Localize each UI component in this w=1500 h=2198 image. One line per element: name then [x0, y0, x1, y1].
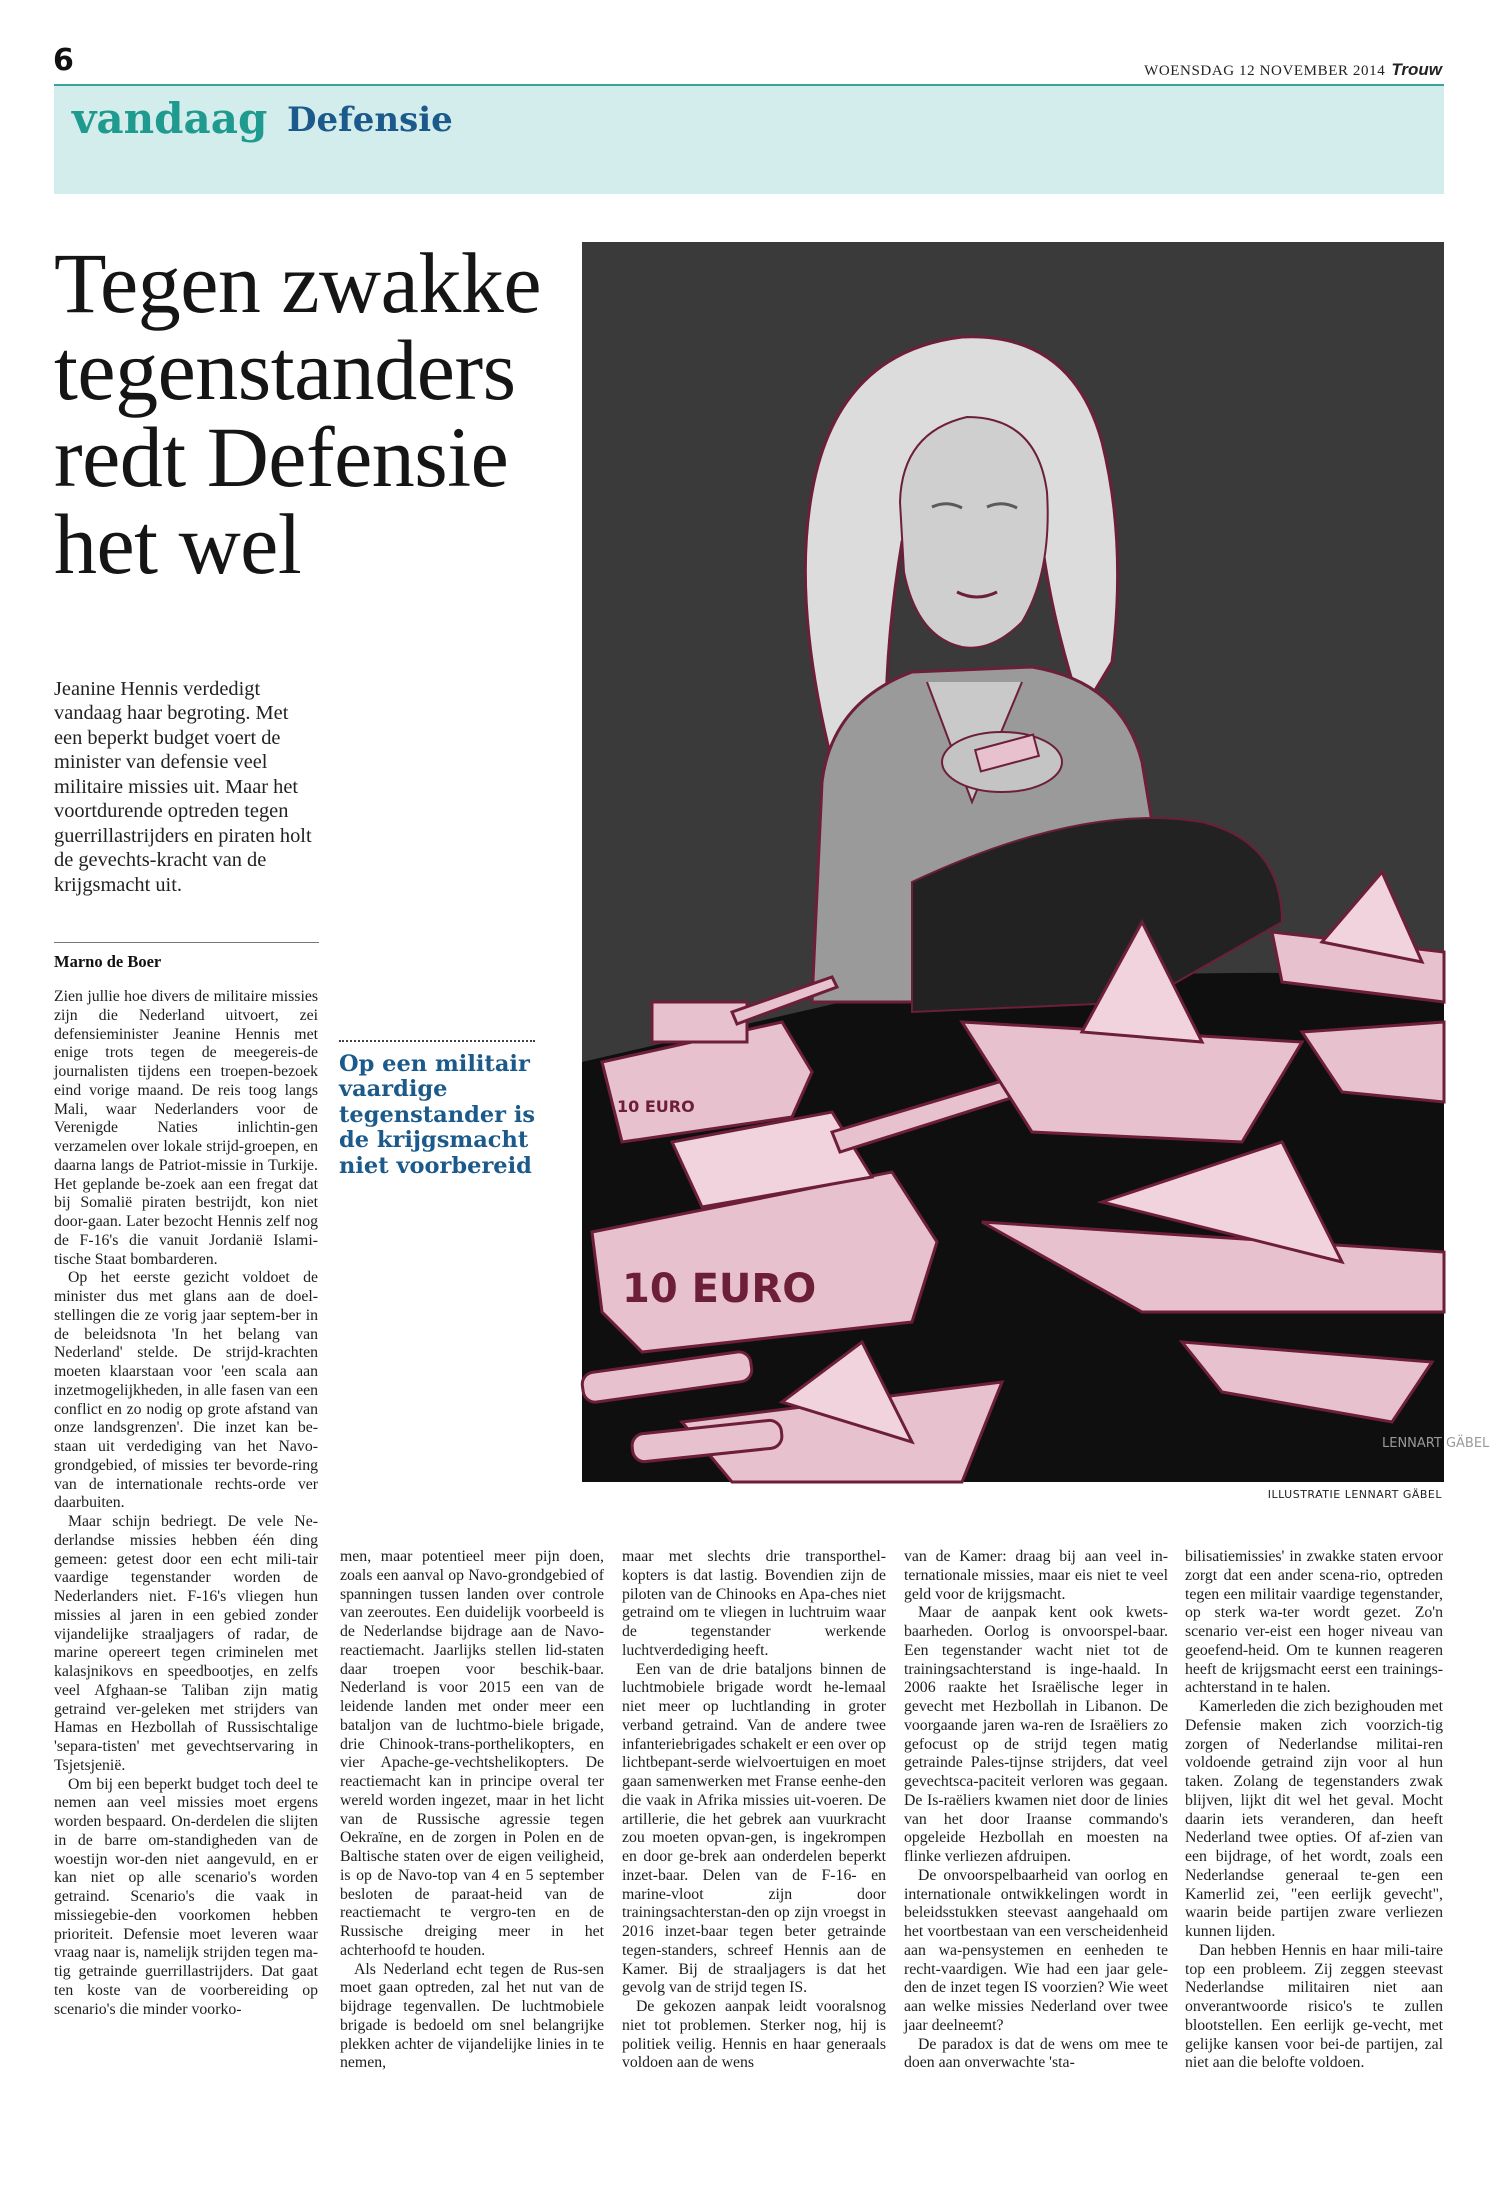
pullquote: Op een militair vaardige tegenstander is de krijgsmacht niet voorbereid [339, 1051, 536, 1179]
paragraph: Kamerleden die zich bezighouden met Defensie maken zich voorzich-tig zorgen of Nederlandse militai-ren voldoende getraind zijn voor al hun taken. Zolang de tegenstanders zwak blijven, lijkt dit wel het geval. Mocht daarin iets veranderen, dan heeft Nederland twee opties. Of af-zien van een bijdrage, of het wordt, zoals een Nederlandse generaal te-gen een Kamerlid zei, "een eerlijk gevecht", waarin beide partijen zware verliezen kunnen lijden. [1185, 1698, 1443, 1940]
paragraph: Maar de aanpak kent ook kwets-baarheden. Oorlog is onvoorspel-baar. Een tegenstander wacht niet tot de trainingsachterstand is inge-haald. In 2006 raakte het Israëlische leger in gevecht met Hezbollah in Libanon. De voorgaande jaren wa-ren de Israëliers zo gefocust op de strijd tegen matig getrainde Pales-tijnse strijders, dat veel gevechtsca-paciteit verloren was gegaan. De Is-raëliers kwamen niet door de linies van het door Iraanse commando's opgeleide Hezbollah en moesten na flinke verliezen afdruipen. [904, 1604, 1168, 1865]
paragraph: De paradox is dat de wens om mee te doen aan onverwachte 'sta- [904, 2035, 1168, 2072]
banknote-label-small: 10 EURO [617, 1097, 695, 1116]
paragraph: De gekozen aanpak leidt vooralsnog niet tot problemen. Sterker nog, hij is politiek veilig. Hennis en haar generaals voldoen aan de wens [622, 1998, 886, 2072]
date: WOENSDAG 12 NOVEMBER 2014 [1144, 63, 1386, 79]
section-band [54, 84, 1444, 194]
headline: Tegen zwakke tegenstanders redt Defensie het wel [54, 235, 541, 592]
page-number: 6 [53, 43, 74, 78]
byline: Marno de Boer [54, 952, 162, 971]
paragraph: maar met slechts drie transporthel-kopters is dat lastig. Bovendien zijn de piloten van de Chinooks en Apa-ches niet getraind om te vliegen in luchtruim waar de tegenstander werkende luchtverdediging heeft. [622, 1548, 886, 1659]
paragraph: men, maar potentieel meer pijn doen, zoals een aanval op Navo-grondgebied of spanningen tussen landen over controle van zeeroutes. Een duidelijk voorbeeld is de Nederlandse bijdrage aan de Navo-reactiemacht. Jaarlijks stellen lid-staten daar troepen voor beschik-baar. Nederland is voor 2015 een van de leidende landen met onder meer een bataljon van de luchtmo-biele brigade, drie Chinook-trans-porthelikopters, en vier Apache-ge-vechtshelikopters. De reactiemacht kan in principe overal ter wereld worden ingezet, maar in het licht van de Russische agressie tegen Oekraïne, en de zorgen in Polen en de Baltische staten over de eigen veiligheid, is op de Navo-top van 4 en 5 september besloten de paraat-heid van de reactiemacht te vergro-ten en de Russische dreiging meer in het achterhoofd te houden. [340, 1548, 604, 1959]
lede: Jeanine Hennis verdedigt vandaag haar begroting. Met een beperkt budget voert de minister van defensie veel militaire missies uit. Maar het voortdurende optreden tegen guerrillastrijders en piraten holt de gevechts-kracht van de krijgsmacht uit. [54, 678, 312, 896]
paragraph: bilisatiemissies' in zwakke staten ervoor zorgt dat een ander scena-rio, optreden tegen een militair vaardige tegenstander, op sterk wa-ter wordt gezet. Zo'n scenario ver-eist een hoger niveau van geoefend-heid. Om te kunnen reageren heeft de krijgsmacht eerst een trainings-achterstand in te halen. [1185, 1548, 1443, 1697]
body-column-5 [1185, 1548, 1443, 2073]
woman-face [900, 417, 1048, 648]
paragraph: Dan hebben Hennis en haar mili-taire top een probleem. Zij zeggen steevast Nederlandse militairen niet aan onverantwoorde risico's te zullen blootstellen. Een eerlijk ge-vecht, met gelijke kansen voor bei-de partijen, zal niet aan die belofte voldoen. [1185, 1941, 1443, 2072]
paragraph: De onvoorspelbaarheid van oorlog en internationale ontwikkelingen wordt in beleidsstukken steevast aangehaald om het voortbestaan van een verscheidenheid aan wa-pensystemen en eenheden te recht-vaardigen. Wie had een jaar gele-den de inzet tegen IS voorzien? Wie weet aan welke missies Nederland over twee jaar deelneemt? [904, 1866, 1168, 2034]
byline-rule [54, 942, 319, 943]
section-name: Defensie [287, 100, 453, 140]
paragraph: Een van de drie bataljons binnen de luchtmobiele brigade wordt he-lemaal niet meer op luchtlanding in groter verband getraind. Van de andere twee infanteriebrigades schakelt er een over op lichtbepant-serde wielvoertuigen en moet gaan samenwerken met Franse eenhe-den die vaak in Afrika missies uit-voeren. De artillerie, die het gebrek aan vuurkracht zou moeten opvan-gen, is ingekrompen en door ge-brek aan onderdelen beperkt inzet-baar. Delen van de F-16- en marine-vloot zijn door trainingsachterstan-den op zijn vroegst in 2016 inzet-baar tegen beter getrainde tegen-standers, schreef Hennis aan de Kamer. Bij de straaljagers is dat het gevolg van de strijd tegen IS. [622, 1660, 886, 1997]
paragraph: Op het eerste gezicht voldoet de minister dus met glans aan de doel-stellingen die ze vorig jaar septem-ber in de beleidsnota 'In het belang van Nederland' stelde. De strijd-krachten moeten klaarstaan voor 'een scala aan inzetmogelijkheden, in alle fasen van een conflict en zo nodig op grote afstand van onze landsgrenzen'. Die inzet kan be-staan uit verdediging van het Navo-grondgebied, of missies ter bevorde-ring van de internationale rechts-orde ver daarbuiten. [54, 1269, 318, 1512]
body-column-2 [340, 1548, 604, 2073]
paragraph: Maar schijn bedriegt. De vele Ne-derlandse missies hebben één ding gemeen: getest door een echt mili-tair vaardige tegenstander worden de Nederlanders niet. F-16's vliegen hun missies al jaren in een gebied zonder vijandelijke straaljagers of radar, de marine opereert tegen criminelen met kalasjnikovs en speedbootjes, en zelfs veel Afghaan-se Taliban zijn matig getraind ver-geleken met strijders van Hamas en Hezbollah of Russischtalige 'separa-tisten' met gevechtservaring in Tsjetsjenië. [54, 1513, 318, 1774]
dateline [1144, 60, 1442, 80]
paragraph: van de Kamer: draag bij aan veel in-ternationale missies, maar eis niet te veel geld voor de krijgsmacht. [904, 1548, 1168, 1603]
image-credit: ILLUSTRATIE LENNART GÄBEL [1267, 1488, 1442, 1501]
body-column-4 [904, 1548, 1168, 2073]
newspaper-brand: Trouw [1391, 60, 1442, 79]
body-column-1 [54, 988, 318, 2158]
banknote-label-large: 10 EURO [622, 1266, 817, 1312]
paragraph: Om bij een beperkt budget toch deel te nemen aan veel missies moet ergens worden bespaard. On-derdelen die slijten in de barre om-standigheden van de woestijn wor-den niet aangevuld, en er kan niet op alle scenario's worden getraind. Scenario's die vaak in missiegebie-den voorkomen hebben prioriteit. Defensie moet leveren waar vraag naar is, namelijk strijden tegen ma-tig getrainde guerrillastrijders. Dat gaat ten koste van de voorbereiding op scenario's die minder voorko- [54, 1775, 318, 2018]
body-column-3 [622, 1548, 886, 2073]
pullquote-rule [339, 1040, 535, 1042]
paragraph: Zien jullie hoe divers de militaire missies zijn die Nederland uitvoert, zei defensieminister Jeanine Hennis met enige trots tegen de meegereis-de journalisten tijdens een troepen-bezoek eind vorige maand. De reis toog langs Mali, waar Nederlanders voor de Verenigde Naties inlichtin-gen verzamelen over lokale strijd-groepen, en daarna langs de Patriot-missie in Turkije. Het geplande be-zoek aan een fregat dat bij Somalië piraten bestrijdt, kon niet door-gaan. Later bezocht Hennis zelf nog de F-16's die vanuit Jordanië Islami-tische Staat bombarderen. [54, 988, 318, 1268]
paragraph: Als Nederland echt tegen de Rus-sen moet gaan optreden, zal het nut van de bijdrage tegenvallen. De luchtmobiele brigade is bedoeld om snel belangrijke plekken achter de vijandelijke linies in te nemen, [340, 1960, 604, 2072]
section-kicker: vandaag [72, 94, 268, 143]
illustration [582, 242, 1490, 1482]
artist-signature: LENNART GÄBEL [1382, 1436, 1490, 1451]
